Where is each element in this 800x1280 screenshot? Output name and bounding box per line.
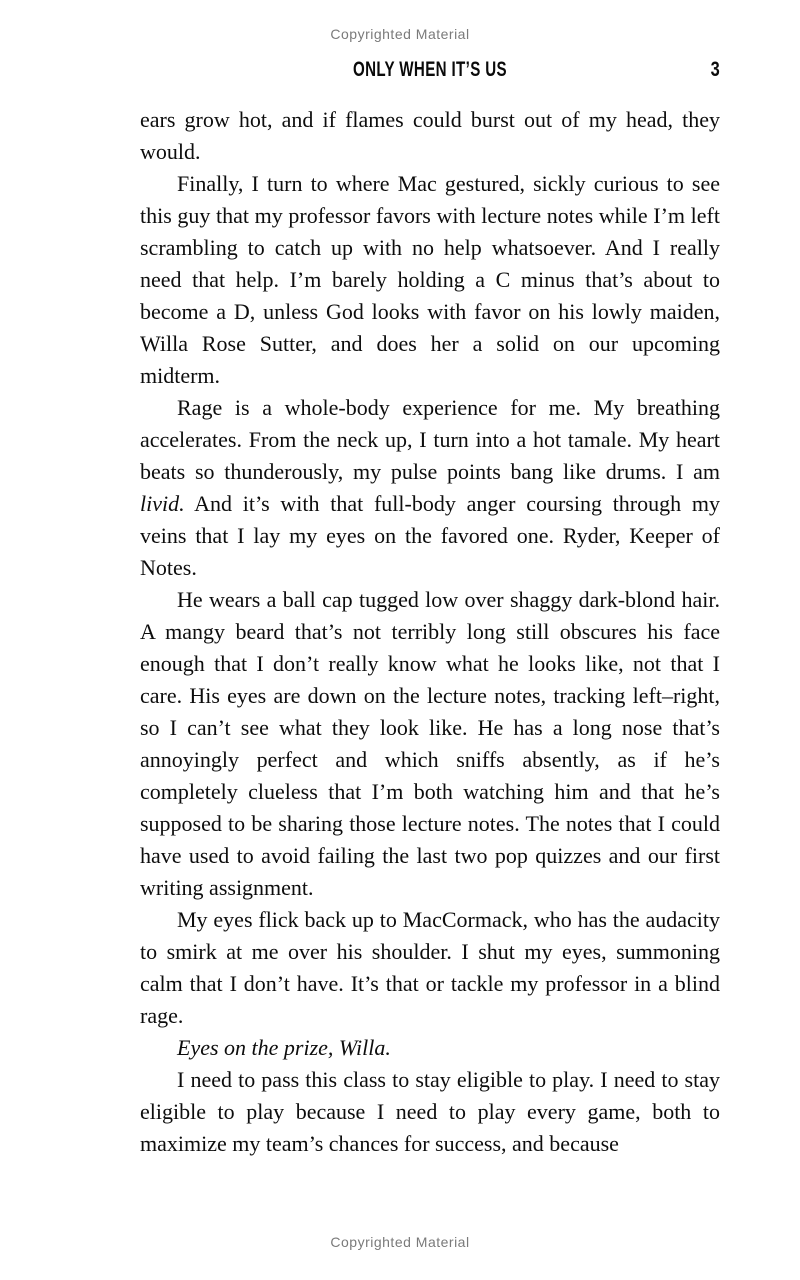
- running-title: ONLY WHEN IT’S US: [353, 58, 507, 81]
- copyright-notice-top: Copyrighted Material: [330, 26, 470, 42]
- copyright-notice-bottom: Copyrighted Material: [330, 1234, 470, 1250]
- italic-text-run: livid.: [140, 491, 185, 516]
- text-run: I need to pass this class to stay eligible to play. I need to stay eligible to play because I need to play every game, both to maximize my team’s chances for success, and because: [140, 1067, 720, 1156]
- paragraph: [140, 1064, 720, 1160]
- paragraph: [140, 1032, 720, 1064]
- body-text: [140, 104, 720, 1160]
- text-run: Rage is a whole-body experience for me. My breathing accelerates. From the neck up, I turn into a hot tamale. My heart beats so thunderously, my pulse points bang like drums. I am: [140, 395, 720, 484]
- paragraph: [140, 168, 720, 392]
- running-header: [140, 58, 720, 82]
- paragraph: [140, 584, 720, 904]
- paragraph: [140, 904, 720, 1032]
- text-run: My eyes flick back up to MacCormack, who has the audacity to smirk at me over his shoulder. I shut my eyes, summoning calm that I don’t have. It’s that or tackle my professor in a blind rage.: [140, 907, 720, 1028]
- page-number: 3: [710, 58, 720, 81]
- italic-text-run: Eyes on the prize, Willa.: [177, 1035, 391, 1060]
- text-run: And it’s with that full-body anger coursing through my veins that I lay my eyes on the favored one. Ryder, Keeper of Notes.: [140, 491, 720, 580]
- text-run: Finally, I turn to where Mac gestured, sickly curious to see this guy that my professor favors with lecture notes while I’m left scrambling to catch up with no help whatsoever. And I really need that help. I’m barely holding a C minus that’s about to become a D, unless God looks with favor on his lowly maiden, Willa Rose Sutter, and does her a solid on our upcoming midterm.: [140, 171, 720, 388]
- paragraph: [140, 392, 720, 584]
- paragraph: [140, 104, 720, 168]
- text-run: He wears a ball cap tugged low over shaggy dark-blond hair. A mangy beard that’s not terribly long still obscures his face enough that I don’t really know what he looks like, not that I care. His eyes are down on the lecture notes, tracking left–right, so I can’t see what they look like. He has a long nose that’s annoyingly perfect and which sniffs absently, as if he’s completely clueless that I’m both watching him and that he’s supposed to be sharing those lecture notes. The notes that I could have used to avoid failing the last two pop quizzes and our first writing assignment.: [140, 587, 720, 900]
- text-run: ears grow hot, and if flames could burst out of my head, they would.: [140, 107, 720, 164]
